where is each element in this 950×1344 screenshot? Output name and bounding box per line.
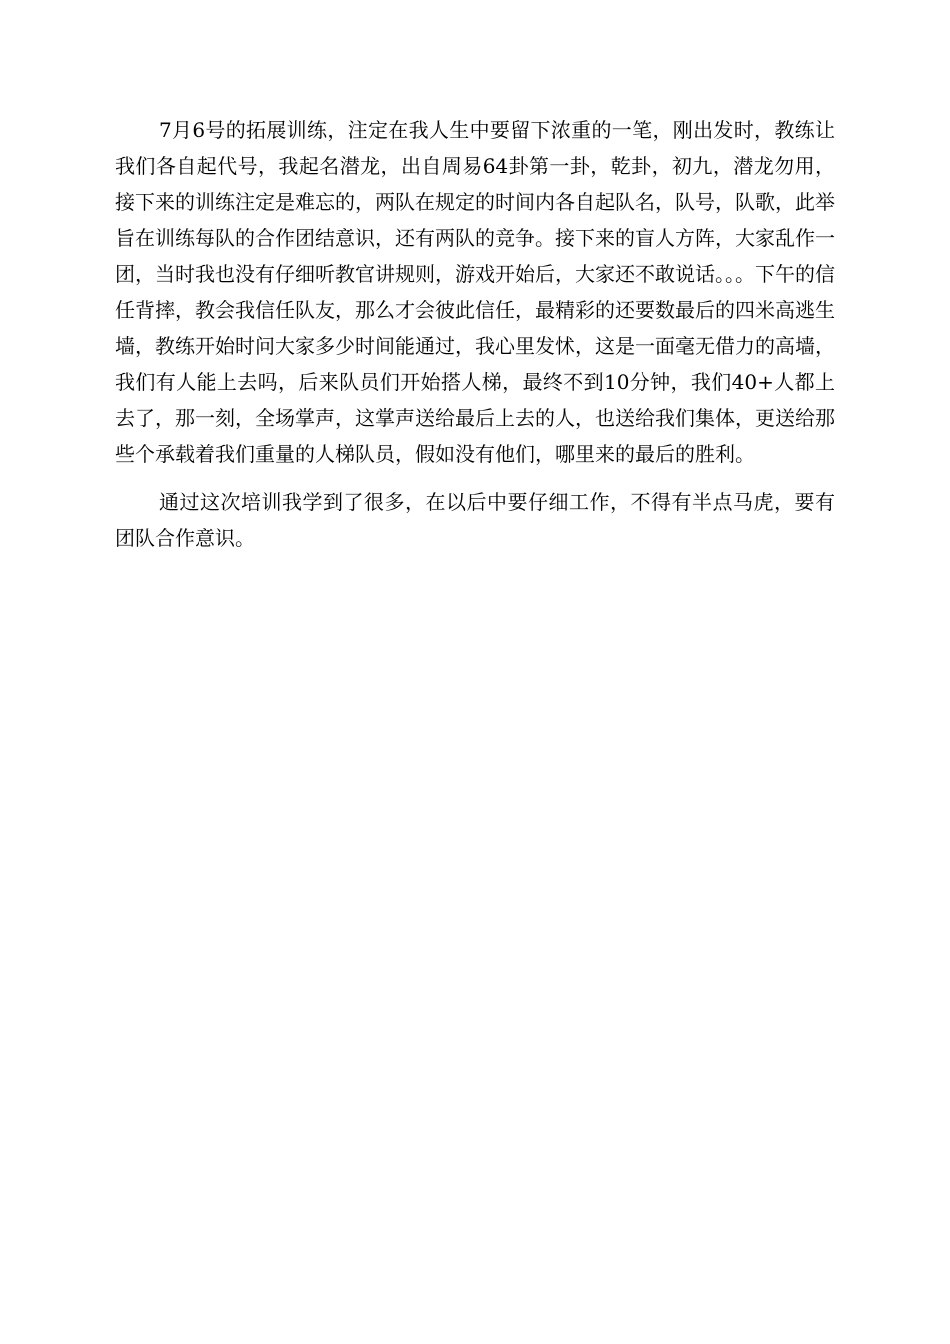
- document-body: [115, 112, 835, 556]
- paragraph-conclusion: 通过这次培训我学到了很多，在以后中要仔细工作，不得有半点马虎，要有团队合作意识。: [115, 490, 835, 550]
- paragraph-training-story: 7月6号的拓展训练，注定在我人生中要留下浓重的一笔，刚出发时，教练让我们各自起代号，我起名潜龙，出自周易64卦第一卦，乾卦，初九，潜龙勿用，接下来的训练注定是难忘的，两队在规定的时间内各自起队名，队号，队歌，此举旨在训练每队的合作团结意识，还有两队的竞争。接下来的盲人方阵，大家乱作一团，当时我也没有仔细听教官讲规则，游戏开始后，大家还不敢说话。。。下午的信任背摔，教会我信任队友，那么才会彼此信任，最精彩的还要数最后的四米高逃生墙，教练开始时问大家多少时间能通过，我心里发怵，这是一面毫无借力的高墙，我们有人能上去吗，后来队员们开始搭人梯，最终不到10分钟，我们40+人都上去了，那一刻，全场掌声，这掌声送给最后上去的人，也送给我们集体，更送给那些个承载着我们重量的人梯队员，假如没有他们，哪里来的最后的胜利。: [115, 118, 835, 466]
